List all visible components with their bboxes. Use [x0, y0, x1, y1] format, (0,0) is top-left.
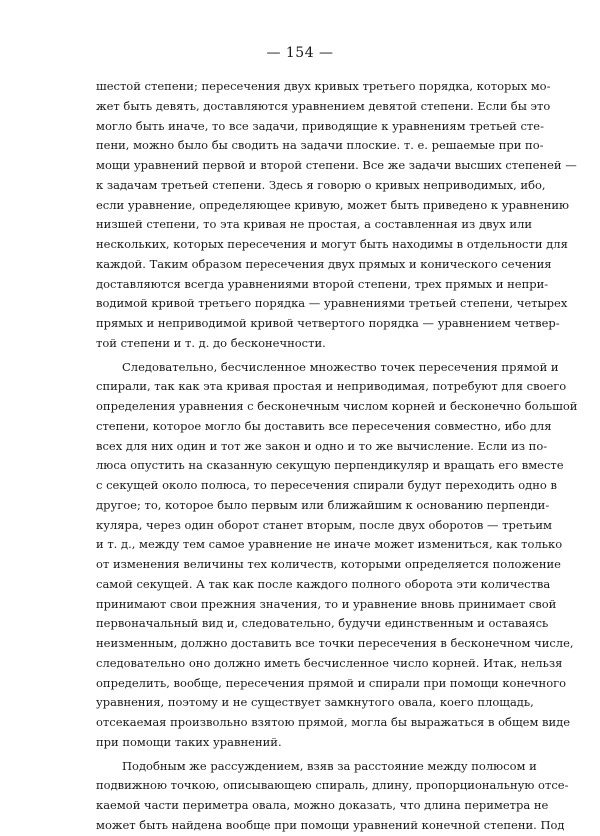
text-line: с секущей около полюса, то пересечения спирали будут переходить одно в [96, 478, 557, 492]
paragraph [96, 77, 577, 354]
text-line: спирали, так как эта кривая простая и неприводимая, потребуют для своего [96, 379, 567, 394]
text-line: определить, вообще, пересечения прямой и спирали при помощи конечного [96, 675, 567, 690]
text-line: доставляются всегда уравнениями второй степени, трех прямых и непри- [96, 276, 549, 291]
text-line: отсекаемая произвольно взятою прямой, могла бы выражаться в общем виде [96, 715, 571, 729]
text-line: той степени и т. д. до бесконечности. [96, 335, 326, 350]
text-line: каемой части периметра овала, можно доказать, что длина периметра не [96, 798, 549, 812]
text-line: и т. д., между тем самое уравнение не иначе может измениться, как только [96, 537, 563, 552]
text-line: каждой. Таким образом пересечения двух прямых и конического сечения [96, 256, 552, 271]
text-line: могло быть иначе, то все задачи, приводящие к уравнениям третьей сте- [96, 118, 544, 133]
paragraph [96, 757, 569, 836]
body-text [96, 77, 578, 836]
page-number: — 154 — [266, 45, 334, 61]
text-line: самой секущей. А так как после каждого полного оборота эти количества [96, 576, 551, 591]
text-line: другое; то, которое было первым или ближайшим к основанию перпенди- [96, 497, 550, 512]
text-line: неизменным, должно доставить все точки пересечения в бесконечном числе, [96, 636, 574, 650]
text-line: подвижною точкою, описывающею спираль, длину, пропорциональную отсе- [96, 778, 569, 793]
text-line: пени, можно было бы сводить на задачи плоские. т. е. решаемые при по- [96, 138, 544, 153]
text-line: определения уравнения с бесконечным числом корней и бесконечно большой [96, 399, 578, 413]
text-line: Подобным же рассуждением, взяв за расстояние между полюсом и [122, 758, 537, 773]
text-line: куляра, через один оборот станет вторым, после двух оборотов — третьим [96, 517, 552, 532]
text-line: низшей степени, то эта кривая не простая, а составленная из двух или [96, 217, 533, 232]
text-line: от изменения величины тех количеств, которыми определяется положение [96, 557, 561, 571]
text-line: следовательно оно должно иметь бесчисленное число корней. Итак, нельзя [96, 655, 563, 670]
text-line: водимой кривой третьего порядка — уравнениями третьей степени, четырех [96, 296, 568, 311]
text-line: всех для них один и тот же закон и одно и то же вычисление. Если из по- [96, 438, 548, 453]
text-line: Следовательно, бесчисленное множество точек пересечения прямой и [122, 359, 559, 374]
text-line: прямых и неприводимой кривой четвертого порядка — уравнением четвер- [96, 316, 560, 330]
paragraph [96, 358, 578, 753]
text-line: мощи уравнений первой и второй степени. Все же задачи высших степеней — [96, 158, 577, 172]
text-line: если уравнение, определяющее кривую, может быть приведено к уравнению [96, 197, 570, 212]
text-line: к задачам третьей степени. Здесь я говорю о кривых неприводимых, ибо, [96, 177, 546, 192]
text-line: принимают свои прежния значения, то и уравнение вновь принимает свой [96, 596, 557, 611]
text-line: может быть найдена вообще при помощи уравнений конечной степени. Под [96, 817, 565, 832]
text-line: уравнения, поэтому и не существует замкнутого овала, коего площадь, [96, 695, 534, 710]
text-line: первоначальный вид и, следовательно, будучи единственным и оставаясь [96, 616, 549, 631]
text-line: шестой степени; пересечения двух кривых третьего порядка, которых мо- [96, 79, 551, 93]
text-line: жет быть девять, доставляются уравнением девятой степени. Если бы это [96, 98, 551, 113]
text-line: степени, которое могло бы доставить все пересечения совместно, ибо для [96, 418, 552, 433]
text-line: при помощи таких уравнений. [96, 734, 282, 749]
text-line: нескольких, которых пересечения и могут быть находимы в отдельности для [96, 237, 568, 251]
text-line: люса опустить на сказанную секущую перпендикуляр и вращать его вместе [96, 458, 564, 473]
